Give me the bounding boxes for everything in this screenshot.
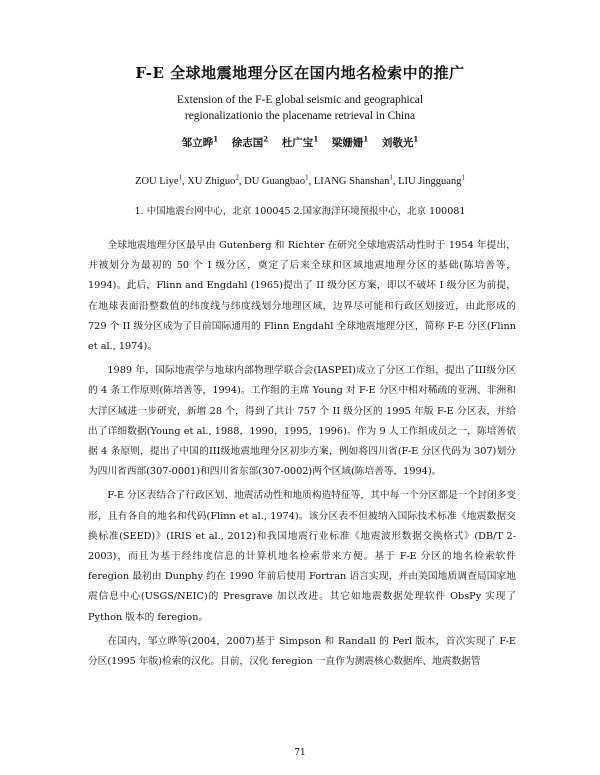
english-title-line-1: Extension of the F-E global seismic and geographical [176,94,424,106]
paragraph: 1989 年，国际地震学与地球内部物理学联合会(IASPEI)成立了分区工作组，提出了III级分区的 4 条工作原则(陈培善等，1994)。工作组的主席 Young 对 F-E 分区中相对稀疏的亚洲、非洲和大洋区域进一步研究，新增 28 个，得到了共计 757 个 II 级分区的 1995 年版 F-E 分区表，并给出了详细数据(Young et al., 1988，1990，1995，1996)。作为 9 人工作组成员之一，陈培善依据 4 条原则，提出了中国的III级地震地理分区初步方案，例如将四川省(F-E 分区代码为 307)划分为四川省西部(307-0001)和四川省东部(307-0002)两个区域(陈培善等，1994)。 [88,365,516,478]
author-en: XU Zhiguo$^2$, [187,173,242,187]
affiliations: 1. 中国地震台网中心，北京 100045 2.国家海洋环境预报中心，北京 100081 [134,206,466,217]
english-title-line-2: regionalizationio the placename retrieval in China [184,110,416,122]
author-en: LIANG Shanshan$^1$, [313,173,396,187]
author-cn: 杜广宝$^1$ [281,134,319,149]
author-cn: 刘敬光$^1$ [381,134,419,149]
author-cn: 邹立晔$^1$ [181,134,219,149]
author-en: LIU Jingguang$^1$ [398,173,465,187]
paragraph: F-E 分区表结合了行政区划、地震活动性和地质构造特征等，其中每一个分区都是一个封闭多变形，且有各自的地名和代码(Flinn et al., 1974)。该分区表不但被纳入国际技术标准《地震数据交换标准(SEED)》(IRIS et al., 2012)和我国地震行业标准《地震波形数据交换格式》(DB/T 2-2003)，而且为基于经纬度信息的计算机地名检索带来方便。基于 F-E 分区的地名检索软件 feregion 最初由 Dunphy 约在 1990 年前后使用 Fortran 语言实现，并由美国地质调查局国家地震信息中心(USGS/NEIC)的 Presgrave 加以改进。其它如地震数据处理软件 ObsPy 实现了 Python 版本的 feregion。 [88,490,516,623]
paper-title: F-E 全球地震地理分区在国内地名检索中的推广 [135,64,465,82]
authors-chinese [60,134,540,150]
author-en: DU Guangbao$^1$, [244,173,312,187]
body-text [88,236,516,672]
paragraph: 在国内，邹立晔等(2004，2007)基于 Simpson 和 Randall 的 Perl 版本，首次实现了 F-E 分区(1995 年版)检索的汉化。目前，汉化 feregion 一直作为测震核心数据库、地震数据管 [88,635,516,668]
author-en: ZOU Liye$^1$, [135,173,185,187]
page-number: 71 [294,748,306,758]
paragraph: 全球地震地理分区最早由 Gutenberg 和 Richter 在研究全球地震活动性时于 1954 年提出，并被划分为最初的 50 个 I 级分区，奠定了后来全球和区域地震地理分区的基础(陈培善等，1994)。此后，Flinn and Engdahl (1965)提出了 II 级分区方案，即以不破坏 I 级分区为前提，在地球表面沿整数值的纬度线与纬度线划分地理区域，边界尽可能和行政区划接近，由此形成的 729 个 II 级分区成为了目前国际通用的 Flinn Engdahl 全球地震地理分区，简称 F-E 分区(Flinn et al., 1974)。 [88,240,516,353]
authors-english [60,173,540,187]
english-title [60,92,540,124]
author-cn: 梁姗姗$^1$ [331,134,369,149]
author-cn: 徐志国$^2$ [231,134,269,149]
